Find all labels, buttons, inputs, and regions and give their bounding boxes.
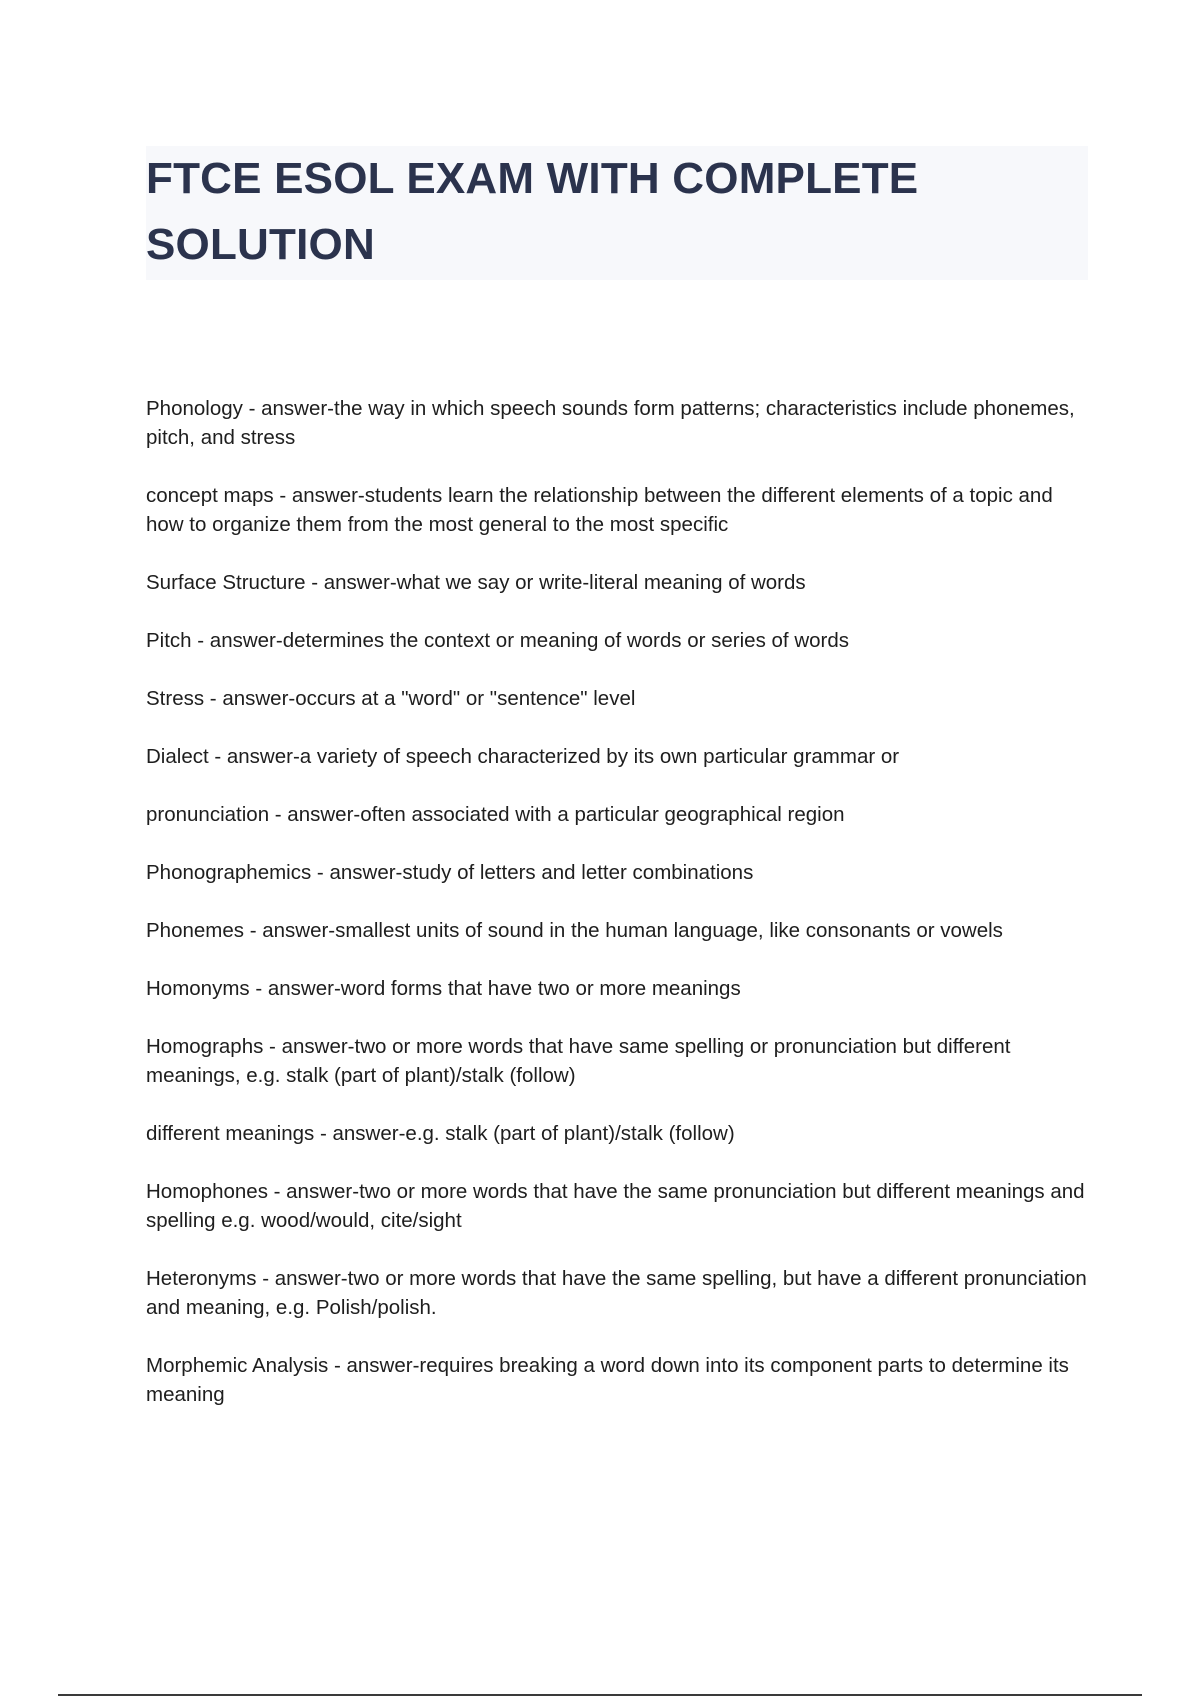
qa-list (146, 394, 1096, 1438)
qa-entry-heteronyms: Heteronyms - answer-two or more words that have the same spelling, but have a different pronunciation and meaning, e.g. Polish/polish. (146, 1267, 1087, 1319)
qa-entry-morphemic-analysis: Morphemic Analysis - answer-requires breaking a word down into its component parts to determine its meaning (146, 1354, 1069, 1406)
qa-entry-phonology: Phonology - answer-the way in which speech sounds form patterns; characteristics include phonemes, pitch, and stress (146, 397, 1075, 449)
qa-entry-homophones: Homophones - answer-two or more words that have the same pronunciation but different meanings and spelling e.g. wood/would, cite/sight (146, 1180, 1085, 1232)
qa-entry-phonemes: Phonemes - answer-smallest units of sound in the human language, like consonants or vowels (146, 919, 1003, 942)
qa-entry-different-meanings: different meanings - answer-e.g. stalk (part of plant)/stalk (follow) (146, 1122, 735, 1145)
qa-entry-pitch: Pitch - answer-determines the context or meaning of words or series of words (146, 629, 849, 652)
qa-entry-dialect: Dialect - answer-a variety of speech characterized by its own particular grammar or (146, 745, 900, 768)
qa-entry-concept-maps: concept maps - answer-students learn the relationship between the different elements of a topic and how to organize them from the most general to the most specific (146, 484, 1053, 536)
document-title: FTCE ESOL EXAM WITH COMPLETE SOLUTION (146, 154, 919, 269)
title-block (146, 146, 1088, 280)
qa-entry-homographs: Homographs - answer-two or more words that have same spelling or pronunciation but different meanings, e.g. stalk (part of plant)/stalk (follow) (146, 1035, 1011, 1087)
qa-entry-phonographemics: Phonographemics - answer-study of letters and letter combinations (146, 861, 754, 884)
bottom-divider (58, 1694, 1142, 1696)
qa-entry-pronunciation: pronunciation - answer-often associated with a particular geographical region (146, 803, 845, 826)
qa-entry-homonyms: Homonyms - answer-word forms that have two or more meanings (146, 977, 741, 1000)
qa-entry-surface-structure: Surface Structure - answer-what we say or write-literal meaning of words (146, 571, 806, 594)
qa-entry-stress: Stress - answer-occurs at a "word" or "sentence" level (146, 687, 636, 710)
